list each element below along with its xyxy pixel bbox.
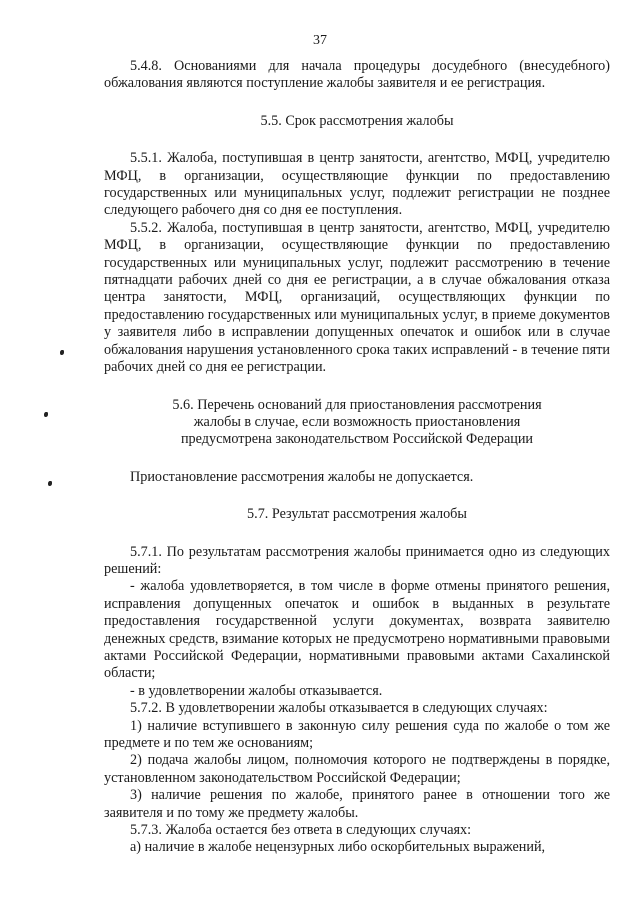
paragraph-5-4-8: 5.4.8. Основаниями для начала процедуры досудебного (внесудебного) обжалования являются поступление жалобы заявителя и ее регистрация. [104, 58, 610, 92]
paragraph-5-5-2: 5.5.2. Жалоба, поступившая в центр занятости, агентство, МФЦ, учредителю МФЦ, в организации, осуществляющие функции по предоставлению государственных или муниципальных услуг, подлежит рассмотрению в течение пятнадцати рабочих дней со дня ее регистрации, а в случае обжалования отказа центра занятости, МФЦ, организаций, осуществляющих функции по предоставлению государственных или муниципальных услуг, в приеме документов у заявителя либо в исправлении допущенных опечаток и ошибок или в случае обжалования нарушения установленного срока таких исправлений - в течение пяти рабочих дней со дня ее регистрации. [104, 219, 610, 376]
list-item-1: 1) наличие вступившего в законную силу решения суда по жалобе о том же предмете и по тем же основаниям; [104, 717, 610, 751]
paragraph-decision-refused: - в удовлетворении жалобы отказывается. [130, 682, 383, 699]
section-heading-5-6-line: жалобы в случае, если возможность приостановления [193, 413, 521, 430]
scan-speck [60, 350, 64, 355]
paragraph-5-7-3: 5.7.3. Жалоба остается без ответа в следующих случаях: [130, 822, 472, 839]
scan-speck [48, 481, 52, 486]
section-heading-5-6-line: предусмотрена законодательством Российской Федерации [180, 431, 534, 448]
paragraph-5-7-2: 5.7.2. В удовлетворении жалобы отказывается в следующих случаях: [130, 700, 548, 717]
paragraph-decision-satisfied: - жалоба удовлетворяется, в том числе в форме отмены принятого решения, исправления допущенных опечаток и ошибок в выданных в результате предоставления государственной услуги документах, возврата заявителю денежных средств, взимание которых не предусмотрено нормативными правовыми актами Российской Федерации, нормативными правовыми актами Сахалинской области; [104, 578, 610, 682]
section-heading-5-6 [104, 397, 610, 449]
section-heading-5-5: 5.5. Срок рассмотрения жалобы [260, 112, 454, 129]
section-heading-5-6-line: 5.6. Перечень оснований для приостановления рассмотрения [172, 396, 542, 413]
page-number: 37 [313, 33, 327, 48]
list-item-3: 3) наличие решения по жалобе, принятого ранее в отношении того же заявителя и по тому же предмету жалобы. [104, 787, 610, 821]
section-heading-5-7: 5.7. Результат рассмотрения жалобы [247, 506, 467, 523]
list-item-a: а) наличие в жалобе нецензурных либо оскорбительных выражений, [130, 839, 546, 856]
scan-speck [44, 412, 48, 417]
paragraph-5-7-1: 5.7.1. По результатам рассмотрения жалобы принимается одно из следующих решений: [104, 543, 610, 577]
paragraph-suspension: Приостановление рассмотрения жалобы не допускается. [130, 468, 474, 485]
document-body [104, 58, 610, 857]
paragraph-5-5-1: 5.5.1. Жалоба, поступившая в центр занятости, агентство, МФЦ, учредителю МФЦ, в организации, осуществляющие функции по предоставлению государственных или муниципальных услуг, подлежит регистрации не позднее следующего рабочего дня со дня ее поступления. [104, 150, 610, 219]
list-item-2: 2) подача жалобы лицом, полномочия которого не подтверждены в порядке, установленном законодательством Российской Федерации; [104, 752, 610, 786]
